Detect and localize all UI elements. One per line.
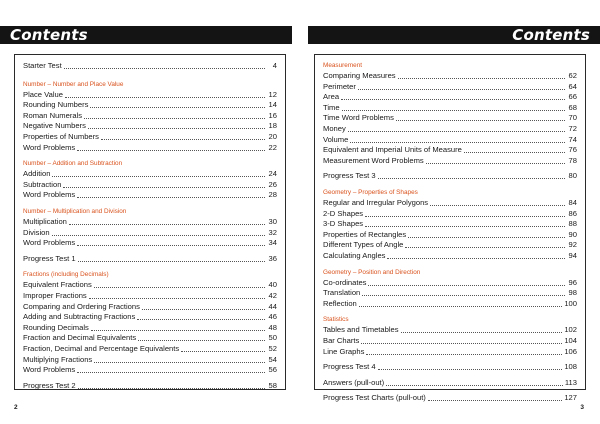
- toc-entry-page: 98: [568, 288, 577, 298]
- toc-entry: [323, 378, 577, 388]
- toc-entry-page: 44: [268, 301, 277, 311]
- toc-entry: [323, 198, 577, 208]
- toc-entry-page: 100: [564, 298, 577, 308]
- toc-entry: [323, 230, 577, 240]
- dot-leader: [378, 368, 563, 370]
- toc-entry-label: Fraction and Decimal Equivalents: [23, 333, 137, 343]
- toc-entry-label: 2-D Shapes: [323, 208, 364, 218]
- toc-entry: [323, 82, 577, 92]
- dot-leader: [430, 204, 565, 206]
- toc-entry: [23, 381, 277, 391]
- toc-entry-page: 127: [564, 393, 577, 403]
- dot-leader: [401, 331, 563, 333]
- toc-entry-page: 86: [568, 208, 577, 218]
- toc-entry-page: 108: [564, 362, 577, 372]
- dot-leader: [94, 361, 265, 363]
- toc-entry-label: Different Types of Angle: [323, 240, 404, 250]
- dot-leader: [137, 318, 265, 320]
- dot-leader: [408, 236, 565, 238]
- toc-entry-label: Progress Test Charts (pull-out): [323, 393, 426, 403]
- toc-entry: [323, 362, 577, 372]
- toc-entry-page: 28: [268, 190, 277, 200]
- section-heading: Fractions (including Decimals): [23, 271, 109, 279]
- dot-leader: [428, 399, 562, 401]
- section-heading: Number – Number and Place Value: [23, 80, 124, 88]
- dot-leader: [386, 384, 563, 386]
- toc-entry-page: 22: [268, 142, 277, 152]
- dot-leader: [342, 109, 565, 111]
- toc-entry-page: 34: [268, 238, 277, 248]
- section-heading: Measurement: [323, 62, 363, 69]
- dot-leader: [101, 138, 265, 140]
- toc-entry: [23, 280, 277, 290]
- dot-leader: [366, 353, 562, 355]
- toc-entry-label: Progress Test 2: [23, 380, 76, 390]
- toc-entry-label: Money: [323, 124, 346, 133]
- toc-entry-page: 14: [268, 100, 277, 110]
- toc-entry-label: Calculating Angles: [323, 251, 386, 260]
- toc-entry-page: 70: [568, 113, 577, 123]
- toc-entry-page: 36: [268, 253, 277, 263]
- toc-entry: [23, 190, 277, 200]
- toc-entry-page: 26: [268, 179, 277, 189]
- toc-entry: [323, 103, 577, 113]
- toc-entry: [23, 291, 277, 301]
- toc-entry-label: Starter Test: [23, 61, 62, 70]
- toc-entry-label: Comparing and Ordering Fractions: [23, 301, 140, 311]
- toc-entry-label: Area: [323, 92, 340, 102]
- dot-leader: [142, 308, 265, 310]
- contents-box: [314, 54, 586, 403]
- toc-entry-page: 96: [568, 277, 577, 287]
- dot-leader: [52, 234, 265, 236]
- toc-entry: [323, 156, 577, 166]
- contents-banner: [0, 26, 292, 44]
- toc-entry: [323, 145, 577, 155]
- section-heading: Number – Addition and Subtraction: [23, 160, 123, 168]
- dot-leader: [368, 284, 565, 286]
- dot-leader: [365, 225, 565, 227]
- toc-entry-label: Fraction, Decimal and Percentage Equivalents: [23, 344, 180, 353]
- dot-leader: [52, 175, 265, 177]
- toc-entry: [23, 217, 277, 227]
- toc-entry-page: 16: [268, 110, 277, 120]
- dot-leader: [88, 127, 265, 129]
- dot-leader: [77, 244, 265, 246]
- contents-box: [14, 54, 286, 390]
- dot-leader: [426, 162, 565, 164]
- toc-entry-label: Word Problems: [23, 142, 76, 152]
- dot-leader: [348, 130, 565, 132]
- toc-entry: [323, 393, 577, 403]
- toc-entry-label: Subtraction: [23, 179, 62, 189]
- toc-entry-label: Answers (pull-out): [323, 377, 385, 387]
- toc-entry: [23, 100, 277, 110]
- toc-entry-page: 18: [268, 121, 277, 131]
- toc-entry: [23, 169, 277, 179]
- toc-entry-page: 42: [268, 291, 277, 300]
- dot-leader: [396, 119, 565, 121]
- banner-title: Contents: [10, 26, 88, 44]
- toc-entry-label: 3-D Shapes: [323, 219, 364, 229]
- toc-entry: [23, 312, 277, 322]
- dot-leader: [362, 294, 565, 296]
- toc-entry: [323, 278, 577, 288]
- toc-entry-page: 90: [568, 229, 577, 239]
- toc-entry-page: 113: [564, 377, 577, 387]
- toc-entry-page: 62: [568, 71, 577, 80]
- dot-leader: [464, 151, 565, 153]
- toc-entry-page: 32: [268, 227, 277, 237]
- toc-entry: [23, 302, 277, 312]
- toc-entry-label: Progress Test 4: [323, 362, 376, 372]
- toc-entry-label: Word Problems: [23, 190, 76, 200]
- dot-leader: [378, 177, 565, 179]
- toc-entry-label: Word Problems: [23, 238, 76, 248]
- toc-entry-page: 58: [268, 380, 277, 390]
- toc-entry-page: 54: [268, 354, 277, 364]
- toc-entry: [23, 143, 277, 153]
- toc-entry-page: 84: [568, 198, 577, 207]
- toc-entry-page: 24: [268, 169, 277, 179]
- dot-leader: [90, 106, 265, 108]
- dot-leader: [387, 257, 565, 259]
- toc-entry: [323, 251, 577, 261]
- contents-banner: [308, 26, 600, 44]
- toc-entry-page: 78: [568, 155, 577, 165]
- toc-entry-label: Negative Numbers: [23, 121, 86, 131]
- toc-entry: [23, 355, 277, 365]
- toc-entry-page: 64: [568, 81, 577, 91]
- toc-entry: [23, 333, 277, 343]
- toc-entry-label: Word Problems: [23, 365, 76, 375]
- toc-entry-label: Addition: [23, 169, 51, 179]
- toc-entry: [323, 171, 577, 181]
- toc-entry-page: 76: [568, 145, 577, 155]
- toc-entry-page: 72: [568, 124, 577, 133]
- toc-entry-label: Multiplication: [23, 217, 67, 226]
- toc-entry-label: Roman Numerals: [23, 110, 83, 120]
- dot-leader: [64, 67, 265, 69]
- dot-leader: [359, 305, 563, 307]
- toc-entry: [323, 288, 577, 298]
- dot-leader: [398, 77, 565, 79]
- toc-entry: [323, 299, 577, 309]
- toc-entry-page: 88: [568, 219, 577, 229]
- toc-entry: [23, 111, 277, 121]
- section-heading: Geometry – Position and Direction: [323, 268, 421, 276]
- toc-entry: [323, 336, 577, 346]
- toc-entry-label: Rounding Numbers: [23, 100, 89, 110]
- toc-entry-label: Adding and Subtracting Fractions: [23, 312, 136, 322]
- toc-entry-page: 80: [568, 171, 577, 181]
- section-heading: Geometry – Properties of Shapes: [323, 189, 418, 196]
- section-heading: Statistics: [323, 316, 349, 324]
- toc-entry: [323, 92, 577, 102]
- toc-entry-page: 30: [268, 217, 277, 226]
- dot-leader: [138, 339, 265, 341]
- toc-entry-label: Reflection: [323, 298, 357, 308]
- toc-entry-page: 102: [564, 325, 577, 335]
- banner-title: Contents: [512, 26, 590, 44]
- toc-entry-page: 56: [268, 365, 277, 375]
- toc-entry-label: Progress Test 3: [323, 171, 376, 181]
- toc-entry-page: 94: [568, 251, 577, 260]
- toc-entry: [323, 71, 577, 81]
- toc-entry-page: 40: [268, 280, 277, 290]
- toc-entry: [323, 124, 577, 134]
- toc-entry-label: Volume: [323, 134, 349, 144]
- toc-entry-label: Equivalent Fractions: [23, 280, 92, 290]
- toc-entry-page: 12: [268, 89, 277, 99]
- toc-entry: [23, 344, 277, 354]
- dot-leader: [181, 350, 265, 352]
- dot-leader: [77, 149, 265, 151]
- toc-entry: [323, 219, 577, 229]
- toc-entry-page: 46: [268, 312, 277, 322]
- toc-entry-page: 52: [268, 344, 277, 353]
- toc-entry-label: Properties of Rectangles: [323, 229, 407, 239]
- dot-leader: [350, 141, 565, 143]
- toc-entry: [323, 209, 577, 219]
- toc-entry-label: Properties of Numbers: [23, 132, 99, 141]
- toc-entry: [23, 180, 277, 190]
- dot-leader: [361, 342, 562, 344]
- toc-entry-label: Division: [23, 227, 50, 237]
- toc-entry: [323, 113, 577, 123]
- toc-entry-label: Translation: [323, 288, 361, 298]
- dot-leader: [91, 329, 265, 331]
- toc-entry-label: Multiplying Fractions: [23, 354, 93, 364]
- toc-entry-label: Equivalent and Imperial Units of Measure: [323, 145, 462, 155]
- toc-entry-page: 50: [268, 333, 277, 343]
- toc-entry-page: 4: [272, 61, 277, 70]
- toc-entry: [23, 61, 277, 71]
- toc-entry-label: Perimeter: [323, 81, 356, 91]
- dot-leader: [341, 98, 565, 100]
- toc-entry-label: Regular and Irregular Polygons: [323, 198, 429, 207]
- right-page: [300, 0, 600, 424]
- toc-entry-page: 92: [568, 240, 577, 250]
- toc-entry: [23, 132, 277, 142]
- toc-entry-label: Measurement Word Problems: [323, 155, 424, 165]
- toc-entry: [323, 325, 577, 335]
- toc-entry-page: 74: [568, 134, 577, 144]
- toc-entry-page: 68: [568, 102, 577, 112]
- toc-entry: [323, 240, 577, 250]
- toc-entry: [23, 238, 277, 248]
- dot-leader: [89, 297, 265, 299]
- toc-entry: [323, 135, 577, 145]
- toc-entry: [23, 228, 277, 238]
- dot-leader: [365, 215, 565, 217]
- dot-leader: [94, 286, 265, 288]
- page-number: 2: [14, 404, 18, 411]
- toc-entry-label: Time Word Problems: [323, 113, 394, 123]
- toc-entry-label: Bar Charts: [323, 336, 360, 345]
- toc-entry-label: Improper Fractions: [23, 291, 87, 300]
- toc-entry-label: Co-ordinates: [323, 277, 367, 287]
- dot-leader: [77, 196, 265, 198]
- toc-entry: [23, 323, 277, 333]
- toc-entry: [23, 90, 277, 100]
- toc-entry: [23, 254, 277, 264]
- toc-entry-page: 66: [568, 92, 577, 102]
- toc-entry-label: Tables and Timetables: [323, 325, 399, 335]
- dot-leader: [78, 387, 265, 389]
- toc-entry-label: Comparing Measures: [323, 71, 396, 80]
- dot-leader: [65, 96, 265, 98]
- toc-entry: [23, 365, 277, 375]
- dot-leader: [63, 186, 265, 188]
- dot-leader: [69, 223, 265, 225]
- dot-leader: [358, 88, 565, 90]
- dot-leader: [77, 371, 265, 373]
- toc-entry-label: Place Value: [23, 89, 63, 99]
- toc-entry: [23, 121, 277, 131]
- toc-entry-label: Progress Test 1: [23, 253, 76, 263]
- dot-leader: [84, 117, 265, 119]
- toc-entry-label: Line Graphs: [323, 346, 365, 356]
- toc-entry-page: 106: [564, 346, 577, 356]
- toc-entry-label: Rounding Decimals: [23, 322, 89, 332]
- page-number: 3: [580, 404, 584, 411]
- dot-leader: [405, 246, 565, 248]
- toc-entry-label: Time: [323, 102, 340, 112]
- dot-leader: [78, 260, 265, 262]
- toc-entry-page: 104: [564, 336, 577, 345]
- section-heading: Number – Multiplication and Division: [23, 208, 127, 215]
- toc-entry-page: 20: [268, 132, 277, 141]
- toc-entry-page: 48: [268, 322, 277, 332]
- toc-entry: [323, 347, 577, 357]
